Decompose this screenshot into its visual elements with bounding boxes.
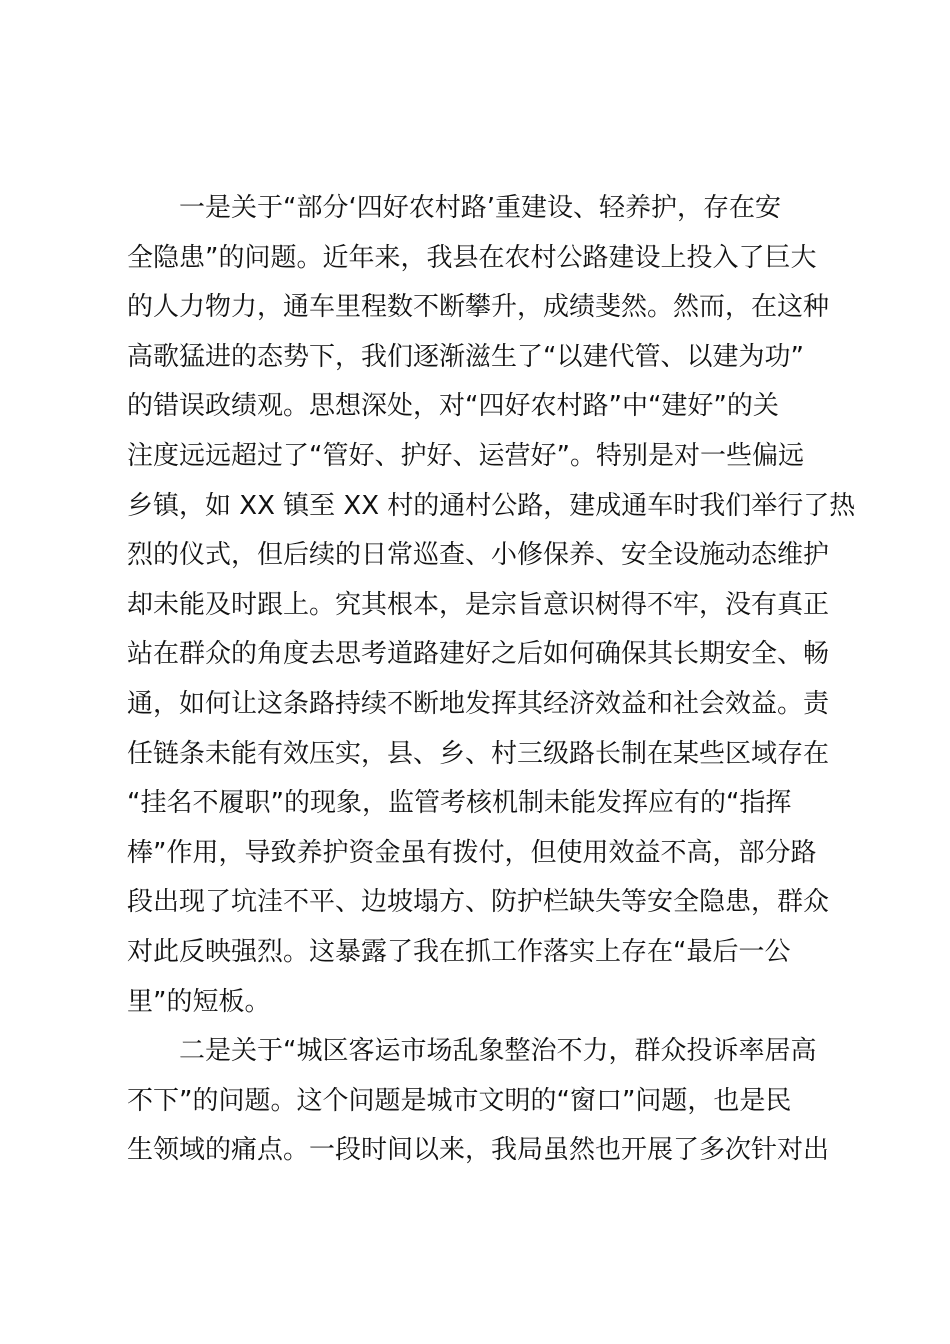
paragraph-2 xyxy=(127,1027,837,1176)
paragraph-line: 全隐患”的问题。近年来，我县在农村公路建设上投入了巨大 xyxy=(127,242,817,273)
paragraph-line: 对此反映强烈。这暴露了我在抓工作落实上存在“最后一公 xyxy=(127,936,791,967)
paragraph-line: 不下”的问题。这个问题是城市文明的“窗口”问题，也是民 xyxy=(127,1085,792,1116)
paragraph-line: 的错误政绩观。思想深处，对“四好农村路”中“建好”的关 xyxy=(127,391,779,422)
paragraph-line: 里”的短板。 xyxy=(127,986,271,1017)
paragraph-line: 段出现了坑洼不平、边坡塌方、防护栏缺失等安全隐患，群众 xyxy=(127,887,830,918)
paragraph-line: 乡镇，如 XX 镇至 XX 村的通村公路，建成通车时我们举行了热 xyxy=(127,490,856,521)
paragraph-line: 高歌猛进的态势下，我们逐渐滋生了“以建代管、以建为功” xyxy=(127,341,804,372)
paragraph-line: 烈的仪式，但后续的日常巡查、小修保养、安全设施动态维护 xyxy=(127,540,830,571)
paragraph-line: 通，如何让这条路持续不断地发挥其经济效益和社会效益。责 xyxy=(127,688,830,719)
paragraph-1 xyxy=(127,184,856,1027)
paragraph-line: 任链条未能有效压实，县、乡、村三级路长制在某些区域存在 xyxy=(127,738,830,769)
paragraph-line: 二是关于“城区客运市场乱象整治不力，群众投诉率居高 xyxy=(179,1036,817,1067)
paragraph-line: 棒”作用，导致养护资金虽有拨付，但使用效益不高，部分路 xyxy=(127,837,817,868)
paragraph-line: 站在群众的角度去思考道路建好之后如何确保其长期安全、畅 xyxy=(127,639,830,670)
paragraph-line: 生领域的痛点。一段时间以来，我局虽然也开展了多次针对出 xyxy=(127,1135,830,1166)
paragraph-line: 注度远远超过了“管好、护好、运营好”。特别是对一些偏远 xyxy=(127,440,804,471)
paragraph-line: 的人力物力，通车里程数不断攀升，成绩斐然。然而，在这种 xyxy=(127,292,830,323)
document-body xyxy=(127,184,856,1176)
paragraph-line: 却未能及时跟上。究其根本，是宗旨意识树得不牢，没有真正 xyxy=(127,589,830,620)
paragraph-line: 一是关于“部分‘四好农村路’重建设、轻养护，存在安 xyxy=(179,193,781,223)
paragraph-line: “挂名不履职”的现象，监管考核机制未能发挥应有的“指挥 xyxy=(127,788,792,819)
